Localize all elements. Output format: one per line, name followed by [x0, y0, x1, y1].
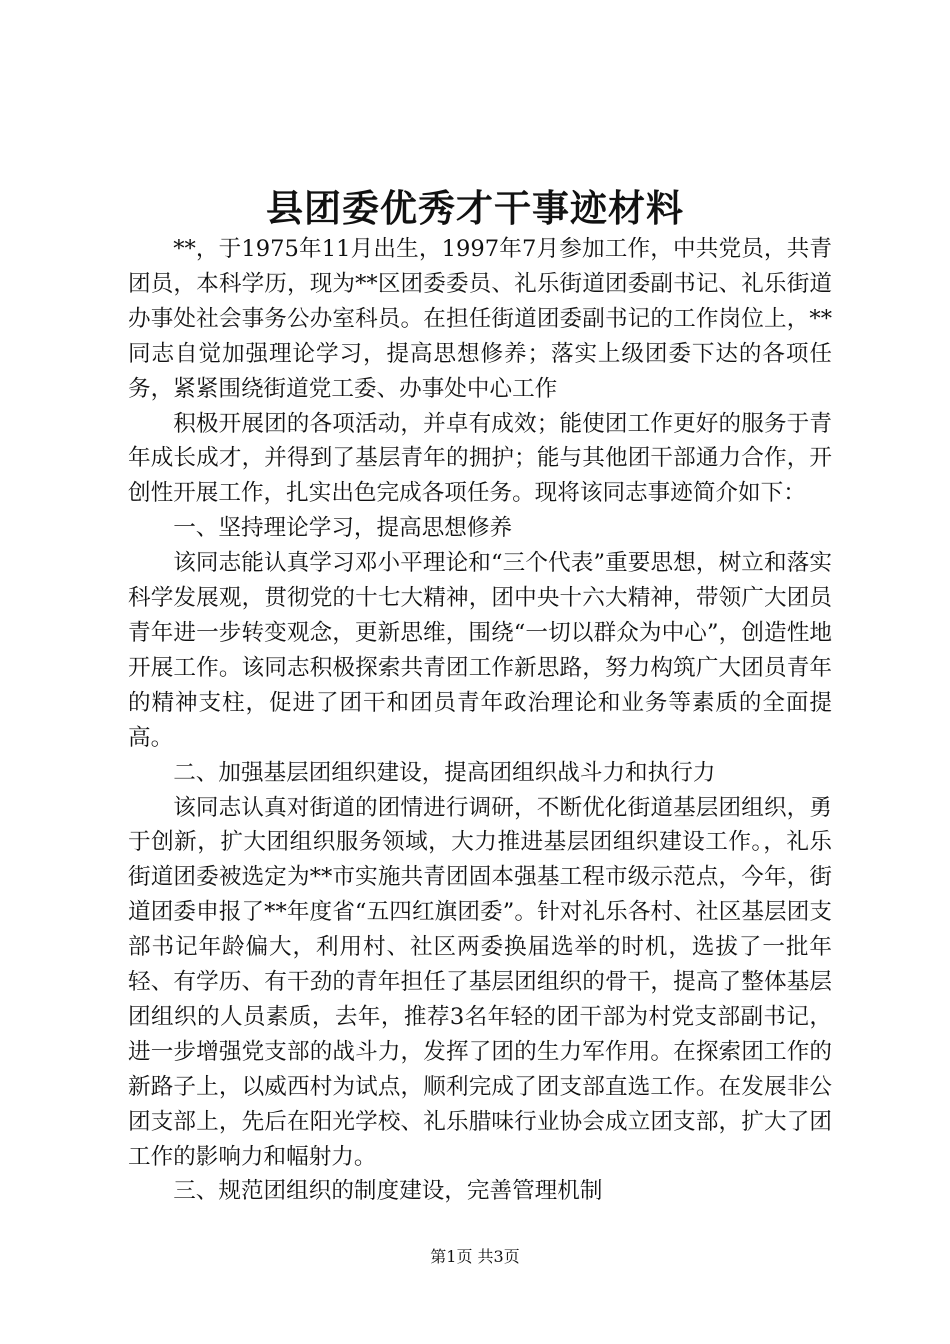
paragraph-organization-building: 该同志认真对街道的团情进行调研，不断优化街道基层团组织，勇于创新，扩大团组织服务领域，大力推进基层团组织建设工作。，礼乐街道团委被选定为**市实施共青团固本强基工程市级示范点，今年，街道团委申报了**年度省“五四红旗团委”。针对礼乐各村、社区基层团支部书记年龄偏大，利用村、社区两委换届选举的时机，选拔了一批年轻、有学历、有干劲的青年担任了基层团组织的骨干，提高了整体基层团组织的人员素质，去年，推荐3名年轻的团干部为村党支部副书记，进一步增强党支部的战斗力，发挥了团的生力军作用。在探索团工作的新路子上，以威西村为试点，顺利完成了团支部直选工作。在发展非公团支部上，先后在阳光学校、礼乐腊味行业协会成立团支部，扩大了团工作的影响力和幅射力。: [128, 794, 832, 1170]
document-title: 县团委优秀才干事迹材料: [266, 186, 684, 230]
document-body: [128, 232, 832, 1209]
paragraph-activities: 积极开展团的各项活动，并卓有成效；能使团工作更好的服务于青年成长成才，并得到了基层青年的拥护；能与其他团干部通力合作，开创性开展工作，扎实出色完成各项任务。现将该同志事迹简介如下：: [128, 410, 832, 507]
section-heading-2: 二、加强基层团组织建设，提高团组织战斗力和执行力: [173, 759, 716, 786]
section-heading-3: 三、规范团组织的制度建设，完善管理机制: [173, 1178, 603, 1205]
paragraph-theory-study: 该同志能认真学习邓小平理论和“三个代表”重要思想，树立和落实科学发展观，贯彻党的十七大精神，团中央十六大精神，带领广大团员青年进一步转变观念，更新思维，围绕“一切以群众为中心”，创造性地开展工作。该同志积极探索共青团工作新思路，努力构筑广大团员青年的精神支柱，促进了团干和团员青年政治理论和业务等素质的全面提高。: [128, 550, 832, 751]
paragraph-intro: **，于1975年11月出生，1997年7月参加工作，中共党员，共青团员，本科学历，现为**区团委委员、礼乐街道团委副书记、礼乐街道办事处社会事务公办室科员。在担任街道团委副书记的工作岗位上，**同志自觉加强理论学习，提高思想修养；落实上级团委下达的各项任务，紧紧围绕街道党工委、办事处中心工作: [128, 236, 832, 402]
section-heading-1: 一、坚持理论学习，提高思想修养: [173, 515, 513, 542]
page-number-footer: 第1页 共3页: [430, 1247, 520, 1266]
